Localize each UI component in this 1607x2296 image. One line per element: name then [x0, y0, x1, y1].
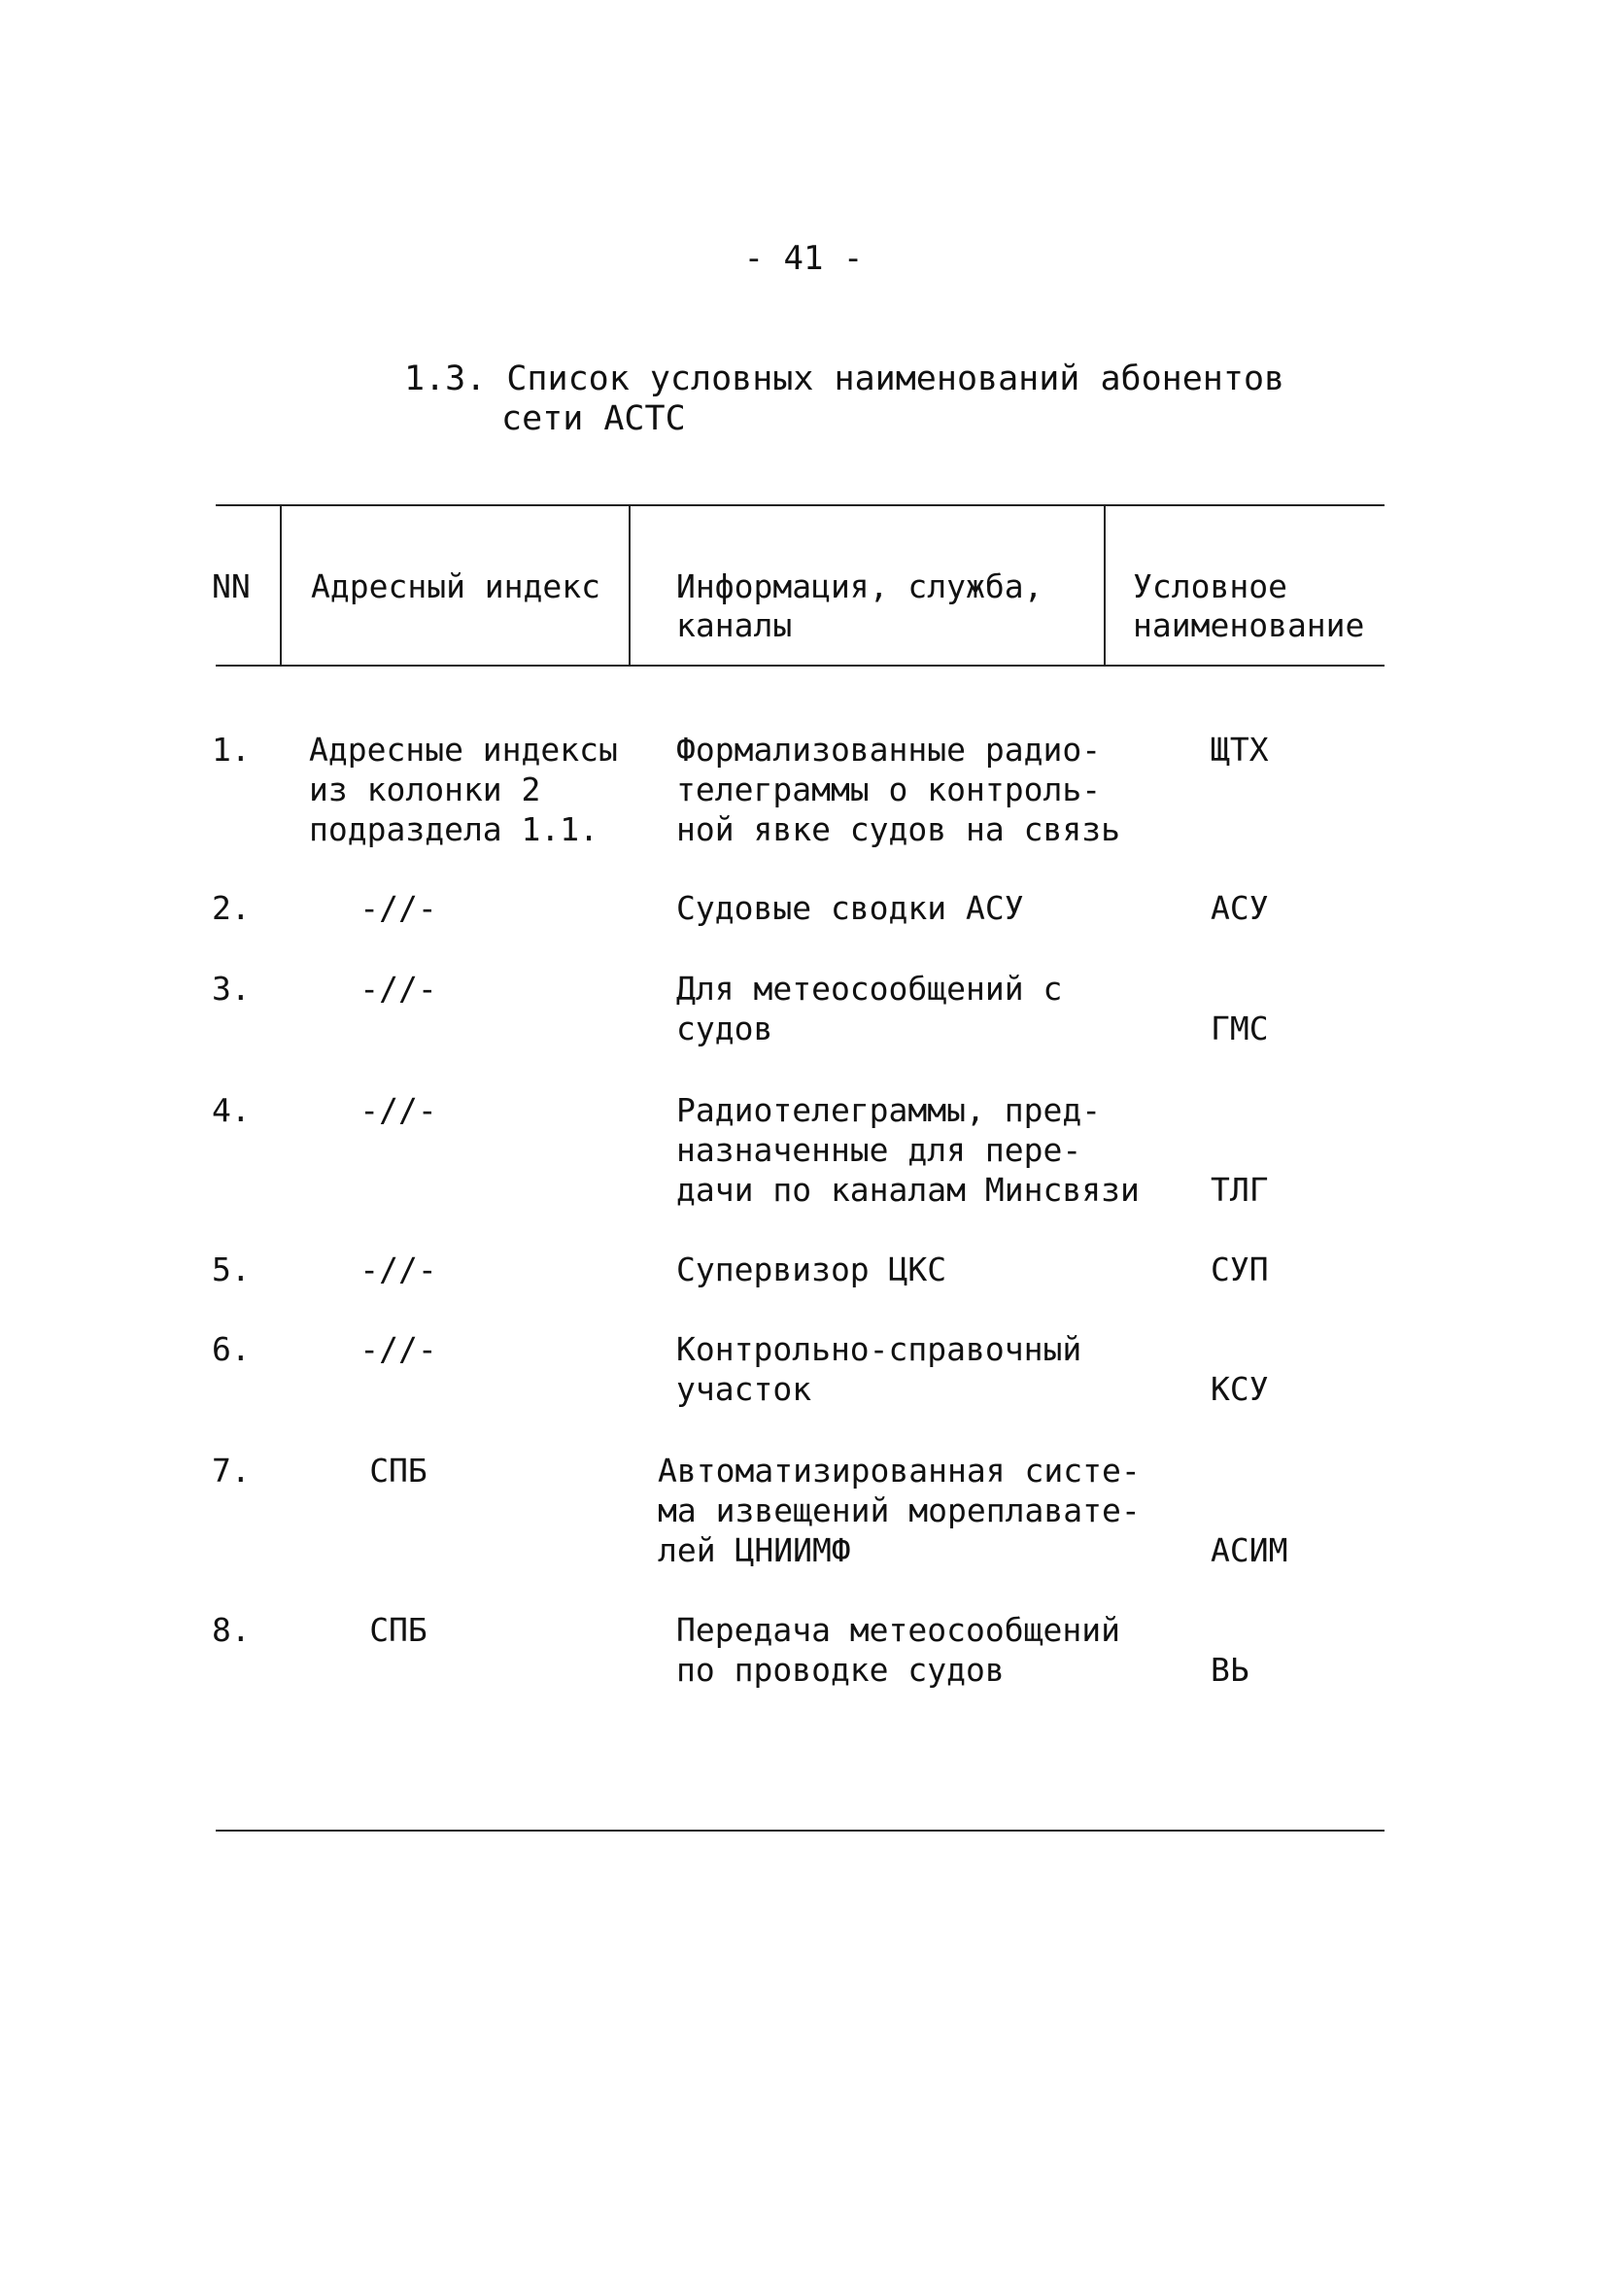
row-2-num: 2.: [212, 889, 251, 927]
header-info: Информация, служба, каналы: [676, 567, 1043, 644]
title-line-2: сети АСТС: [501, 399, 686, 438]
row-7-info: Автоматизированная систе- ма извещений мореплавате- лей ЦНИИМФ: [658, 1452, 1141, 1569]
row-6-num: 6.: [212, 1330, 251, 1368]
row-6-info: Контрольно-справочный участок: [676, 1330, 1082, 1408]
row-1-info: Формализованные радио- телеграммы о контроль- ной явке судов на связь: [676, 731, 1120, 848]
header-address: Адресный индекс: [311, 567, 601, 605]
header-num: NN: [212, 567, 251, 605]
row-7-num: 7.: [212, 1452, 251, 1490]
row-2-info: Судовые сводки АСУ: [676, 889, 1024, 927]
row-3-num: 3.: [212, 970, 251, 1008]
table-bottom-rule: [216, 1830, 1385, 1832]
row-5-num: 5.: [212, 1251, 251, 1288]
row-1-name: ЩТХ: [1211, 731, 1269, 769]
row-4-info: Радиотелеграммы, пред- назначенные для пере- дачи по каналам Минсвязи: [676, 1091, 1140, 1209]
row-8-address: СПБ: [369, 1611, 427, 1649]
row-5-address: -//-: [359, 1251, 437, 1288]
row-1-address: Адресные индексы из колонки 2 подраздела 1.1.: [309, 731, 618, 848]
header-bottom-rule: [216, 665, 1385, 667]
header-separator-3: [1104, 504, 1106, 667]
row-6-name: КСУ: [1211, 1370, 1269, 1408]
section-title: [404, 360, 1284, 439]
row-3-address: -//-: [359, 970, 437, 1008]
header-separator-2: [629, 504, 631, 667]
row-7-name: АСИМ: [1211, 1531, 1288, 1569]
row-5-info: Супервизор ЦКС: [676, 1251, 947, 1288]
row-4-num: 4.: [212, 1091, 251, 1129]
row-8-info: Передача метеосообщений по проводке судов: [676, 1611, 1120, 1689]
row-8-name: ВЬ: [1211, 1651, 1249, 1689]
row-7-address: СПБ: [369, 1452, 427, 1490]
row-3-info: Для метеосообщений с судов: [676, 970, 1063, 1047]
title-line-1: 1.3. Список условных наименований абонентов: [404, 360, 1285, 398]
row-2-name: АСУ: [1211, 889, 1269, 927]
row-4-address: -//-: [359, 1091, 437, 1129]
row-2-address: -//-: [359, 889, 437, 927]
page-number: - 41 -: [743, 239, 864, 278]
header-name: Условное наименование: [1133, 567, 1365, 644]
row-3-name: ГМС: [1211, 1010, 1269, 1047]
row-1-num: 1.: [212, 731, 251, 769]
row-4-name: ТЛГ: [1211, 1171, 1269, 1209]
table-top-rule: [216, 504, 1385, 506]
header-separator-1: [280, 504, 282, 667]
row-6-address: -//-: [359, 1330, 437, 1368]
row-8-num: 8.: [212, 1611, 251, 1649]
row-5-name: СУП: [1211, 1251, 1269, 1288]
